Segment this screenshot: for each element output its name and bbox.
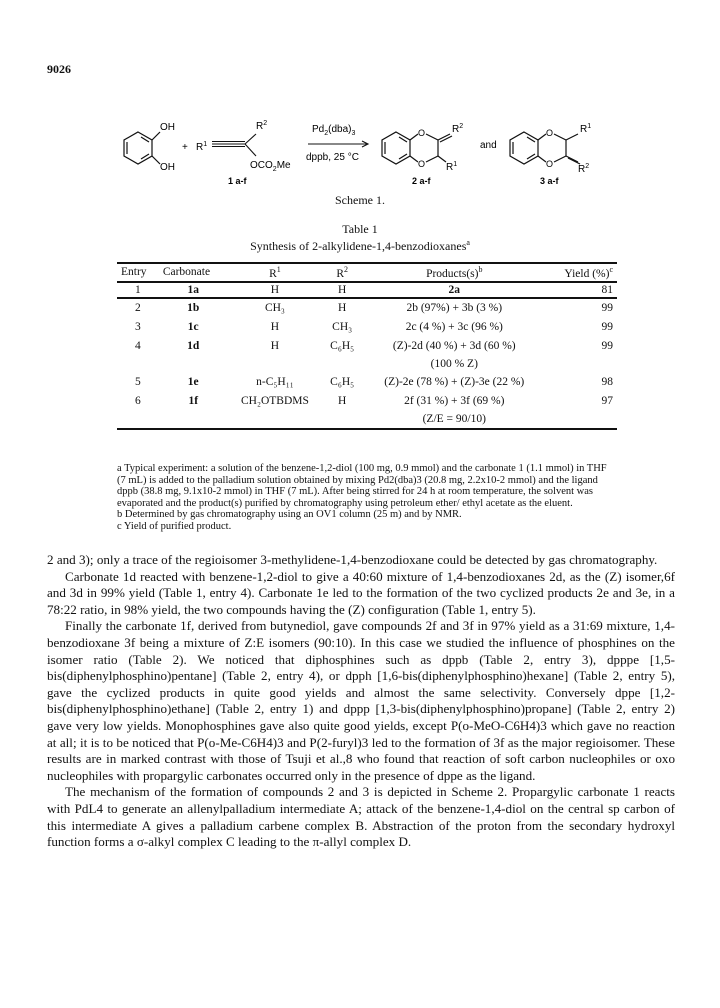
cell-products: (Z/E = 90/10) (362, 411, 546, 429)
table-header-row (117, 263, 617, 282)
r1-label: $R^1$ (196, 141, 208, 153)
conditions-label: dppb, 25 °C (306, 152, 359, 163)
cell-entry: 6 (135, 395, 141, 408)
cell-carbonate: 1c (187, 321, 199, 334)
paragraph: Carbonate 1d reacted with benzene-1,2-diol to give a 40:60 mixture of 1,4-benzodioxanes 2d, as the (Z) isomer,6f and 3d in 99% yield (Table 1, entry 4). Carbonate 1e led to the formation of the two cyclized products 2e and 3e, in a 78:22 ratio, in 98% yield, the two compounds having the (Z) configuration (Table 1, entry 5). (47, 568, 675, 617)
header-products: $Products(s)^b$ (362, 263, 546, 282)
catalyst-label: $Pd_2(dba)_3$ (312, 124, 356, 137)
cell-carbonate: 1f (188, 395, 199, 408)
table-row (117, 373, 617, 392)
cell-r2: H (338, 395, 347, 408)
cell-r2: C₆H₅ (330, 340, 355, 353)
product-3-structure (510, 132, 580, 164)
table-row (117, 318, 617, 337)
carbonate-group: $OCO_2Me$ (250, 160, 291, 173)
synthesis-table (117, 262, 617, 430)
cell-products: (100 % Z) (430, 358, 478, 371)
cell-products: 2b (97%) + 3b (3 %) (406, 302, 503, 315)
paragraph: The mechanism of the formation of compounds 2 and 3 is depicted in Scheme 2. Propargylic carbonate 1 reacts with PdL4 to generate an allenylpalladium intermediate A; attack of the benzene-1,4-diol on the central sp carbon of this intermediate A gives a palladium carbene complex B. Abstraction of the proton from the secondary hydroxyl function forms a σ-alkyl complex C leading to the π-allyl complex D. (47, 784, 675, 850)
cell-r1: n-C₅H₁₁ (256, 376, 294, 389)
cell-yield: 99 (601, 321, 613, 334)
table-row (117, 392, 617, 411)
cell-r2: H (338, 302, 347, 315)
and-label: and (480, 140, 497, 151)
cell-carbonate (159, 356, 228, 373)
cell-products: (Z)-2e (78 %) + (Z)-3e (22 %) (384, 376, 525, 389)
scheme-caption: Scheme 1. (335, 193, 385, 207)
cell-r1: CH₃ (264, 302, 285, 315)
header-carbonate: Carbonate (159, 263, 228, 282)
table-row (117, 298, 617, 318)
table-title: Synthesis of 2-alkylidene-1,4-benzodioxanes$^a$ (250, 238, 470, 253)
cell-yield (546, 356, 617, 373)
product-3-r2: $R^2$ (578, 163, 590, 175)
product-3-o-bottom: O (546, 159, 554, 169)
cell-entry: 5 (135, 376, 141, 389)
product-2-structure (382, 132, 452, 164)
alkyne-structure (212, 134, 256, 156)
cell-r2: H (322, 282, 362, 298)
cell-r1 (228, 411, 323, 429)
cell-products: 2c (4 %) + 3c (96 %) (405, 321, 503, 334)
cell-carbonate: 1b (187, 302, 200, 315)
footnote-b: b Determined by gas chromatography using an OV1 column (25 m) and by NMR. (117, 509, 462, 520)
compound-label-3: 3 a-f (540, 176, 559, 186)
cell-r1 (228, 356, 323, 373)
cell-yield: 97 (601, 395, 613, 408)
paragraph: Finally the carbonate 1f, derived from butynediol, gave compounds 2f and 3f in 97% yield as a 31:69 mixture, 1,4-benzodioxane 3f being a mixture of Z:E isomers (90:10). In this case we studied the influence of phosphines on the isomer ratio (Table 2). We noticed that diphosphines such as dppb (Table 2, entry 3), dpppe [1,5-bis(diphenylphosphino)pentane] (Table 2, entry 4), or dpph [1,6-bis(diphenylphosphino)hexane] (Table 2, entry 5), gave the cyclized products in quite good yields and almost the same selectivity. Conversely dppe [1,2-bis(diphenylphosphino)ethane] (Table 2, entry 1) and dppp [1,3-bis(diphenylphosphino)propane] (Table 2, entry 2) gave very low yields. Monophosphines gave also quite good yields, except P(o-MeO-C6H4)3 which gave no reaction at all; it is to be noticed that P(o-Me-C6H4)3 and P(2-furyl)3 led to the formation of 3f as the major regioisomer. These results are in marked contrast with those of Tsuji et al.,8 who found that reaction of soft carbon nucleophiles or oxo nucleophiles with propargylic carbonates occurred only in the presence of dppe as the ligand. (47, 618, 675, 783)
header-r1: $R^1$ (228, 263, 323, 282)
oh-bottom: OH (160, 162, 175, 173)
cell-entry: 3 (135, 321, 141, 334)
table-heading (0, 222, 720, 253)
cell-r2: C₆H₅ (330, 376, 355, 389)
cell-entry (117, 411, 159, 429)
plus-sign: + (182, 142, 188, 153)
product-2-r1: $R^1$ (446, 161, 458, 173)
cell-carbonate: 1a (159, 282, 228, 298)
cell-yield: 99 (601, 340, 613, 353)
r2-label: $R^2$ (256, 120, 268, 132)
product-3-o-top: O (546, 128, 554, 138)
paragraph: 2 and 3); only a trace of the regioisomer 3-methylidene-1,4-benzodioxane could be detected by gas chromatography. (47, 552, 658, 567)
body-text (47, 552, 675, 851)
reaction-scheme (100, 112, 660, 188)
cell-r1: H (228, 282, 323, 298)
cell-r1: CH₂OTBDMS (240, 395, 309, 408)
table-row-continuation (117, 411, 617, 429)
cell-products: 2f (31 %) + 3f (69 %) (404, 395, 505, 408)
product-2-o-top: O (418, 128, 426, 138)
page-number: 9026 (47, 62, 71, 76)
cell-r1: H (270, 321, 280, 334)
cell-products: (Z)-2d (40 %) + 3d (60 %) (392, 340, 516, 353)
footnote-a: a Typical experiment: a solution of the benzene-1,2-diol (100 mg, 0.9 mmol) and the carbonate 1 (1.1 mmol) in THF (7 mL) is added to the palladium solution obtained by mixing Pd2(dba)3 (20.8 mg, 2.2x10-2 mmol) and the ligand dppb (38.8 mg, 9.1x10-2 mmol) in THF (7 mL). After being stirred for 24 h at room temperature, the solvent was evaporated and the product(s) purified by chromatography using petroleum ether/ ethyl acetate as the eluent. (117, 463, 607, 509)
cell-carbonate (159, 411, 228, 429)
cell-yield (546, 411, 617, 429)
cell-entry (117, 356, 159, 373)
cell-entry: 2 (135, 302, 141, 315)
footnote-c: c Yield of purified product. (117, 520, 232, 532)
table-row (117, 282, 617, 298)
header-entry: Entry (117, 263, 159, 282)
header-yield: Yield (%)$^c$ (546, 263, 617, 282)
compound-label-1: 1 a-f (228, 176, 247, 186)
cell-r1: H (270, 340, 280, 353)
cell-r2: CH₃ (332, 321, 353, 334)
cell-carbonate: 1e (187, 376, 199, 389)
product-3-r1: $R^1$ (580, 123, 592, 135)
header-r2: $R^2$ (322, 263, 362, 282)
cell-entry: 1 (117, 282, 159, 298)
table-row-continuation (117, 356, 617, 373)
cell-r2 (322, 411, 362, 429)
cell-r2 (322, 356, 362, 373)
oh-top: OH (160, 122, 175, 133)
cell-products: 2a (362, 282, 546, 298)
compound-label-2: 2 a-f (412, 176, 431, 186)
table-row (117, 337, 617, 356)
cell-yield: 81 (546, 282, 617, 298)
cell-carbonate: 1d (187, 340, 200, 353)
table-footnotes (117, 463, 617, 532)
product-2-r2: $R^2$ (452, 123, 464, 135)
product-2-o-bottom: O (418, 159, 426, 169)
table-label: Table 1 (342, 222, 378, 236)
catechol-structure (124, 132, 160, 164)
reaction-arrow (308, 141, 368, 147)
cell-yield: 99 (601, 302, 613, 315)
cell-yield: 98 (601, 376, 613, 389)
cell-entry: 4 (135, 340, 141, 353)
